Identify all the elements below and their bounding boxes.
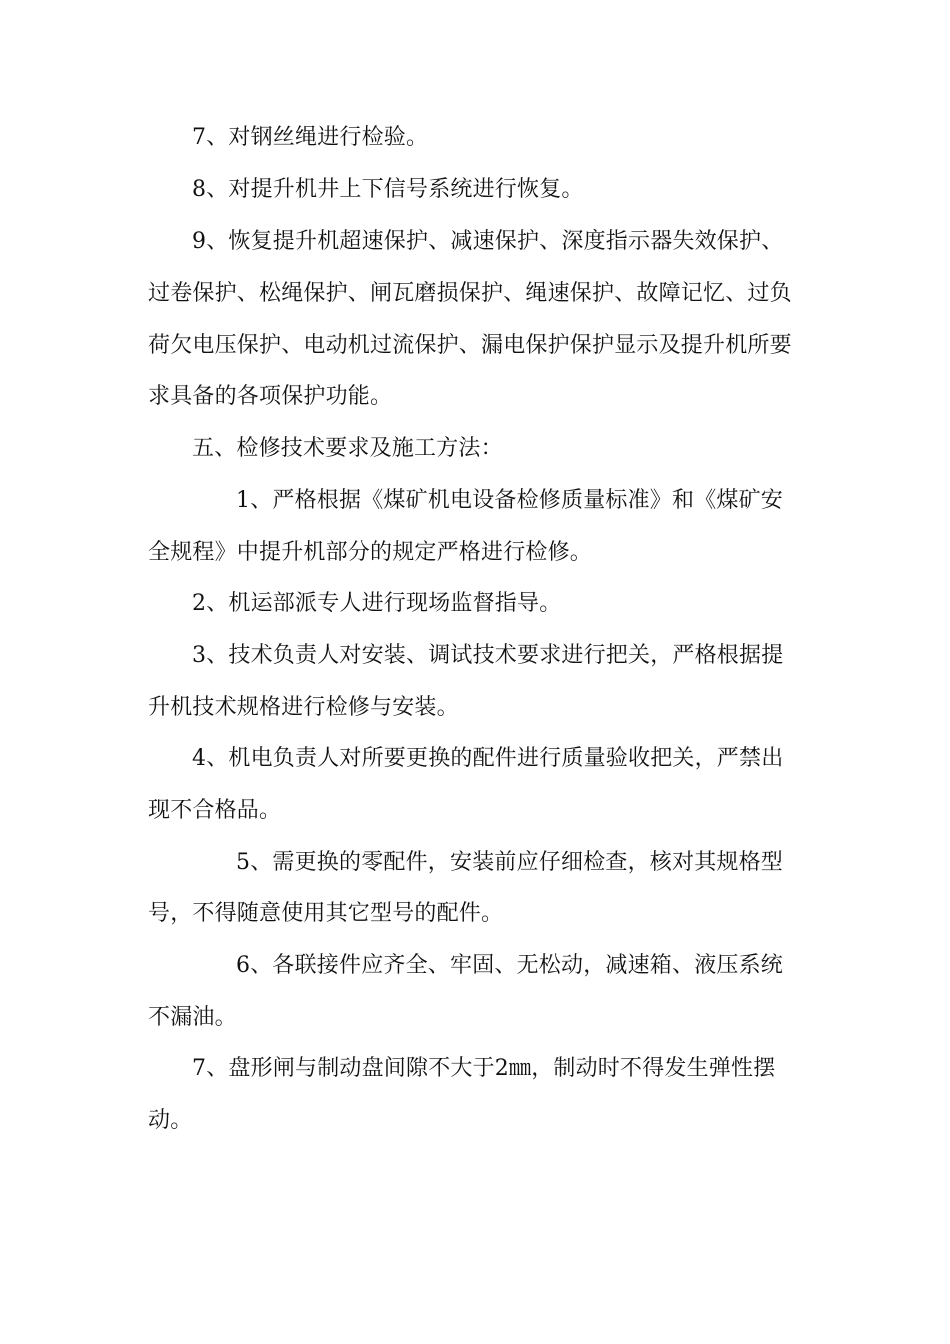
req-3-line1: 3、技术负责人对安装、调试技术要求进行把关，严格根据提 bbox=[192, 643, 784, 668]
req-5-line2: 号，不得随意使用其它型号的配件。 bbox=[148, 901, 504, 926]
req-2: 2、机运部派专人进行现场监督指导。 bbox=[192, 591, 562, 616]
req-4-line1: 4、机电负责人对所要更换的配件进行质量验收把关，严禁出 bbox=[192, 746, 784, 771]
req-6-line1: 6、各联接件应齐全、牢固、无松动，减速箱、液压系统 bbox=[236, 953, 783, 978]
req-1-line1: 1、严格根据《煤矿机电设备检修质量标准》和《煤矿安 bbox=[236, 488, 783, 513]
section-5-heading: 五、检修技术要求及施工方法： bbox=[192, 436, 503, 461]
req-7-line1: 7、盘形闸与制动盘间隙不大于2㎜，制动时不得发生弹性摆 bbox=[192, 1056, 776, 1081]
item-9-protection-line3: 荷欠电压保护、电动机过流保护、漏电保护保护显示及提升机所要 bbox=[148, 333, 792, 358]
item-9-protection-line2: 过卷保护、松绳保护、闸瓦磨损保护、绳速保护、故障记忆、过负 bbox=[148, 281, 792, 306]
req-7-line2: 动。 bbox=[148, 1108, 193, 1133]
req-5-line1: 5、需更换的零配件，安装前应仔细检查，核对其规格型 bbox=[236, 850, 783, 875]
item-9-protection-line4: 求具备的各项保护功能。 bbox=[148, 384, 393, 409]
req-6-line2: 不漏油。 bbox=[148, 1005, 237, 1030]
req-4-line2: 现不合格品。 bbox=[148, 798, 282, 823]
item-9-protection-line1: 9、恢复提升机超速保护、减速保护、深度指示器失效保护、 bbox=[192, 229, 784, 254]
req-3-line2: 升机技术规格进行检修与安装。 bbox=[148, 695, 459, 720]
item-7-wire-rope: 7、对钢丝绳进行检验。 bbox=[192, 125, 429, 150]
req-1-line2: 全规程》中提升机部分的规定严格进行检修。 bbox=[148, 540, 593, 565]
item-8-signal-system: 8、对提升机井上下信号系统进行恢复。 bbox=[192, 177, 584, 202]
